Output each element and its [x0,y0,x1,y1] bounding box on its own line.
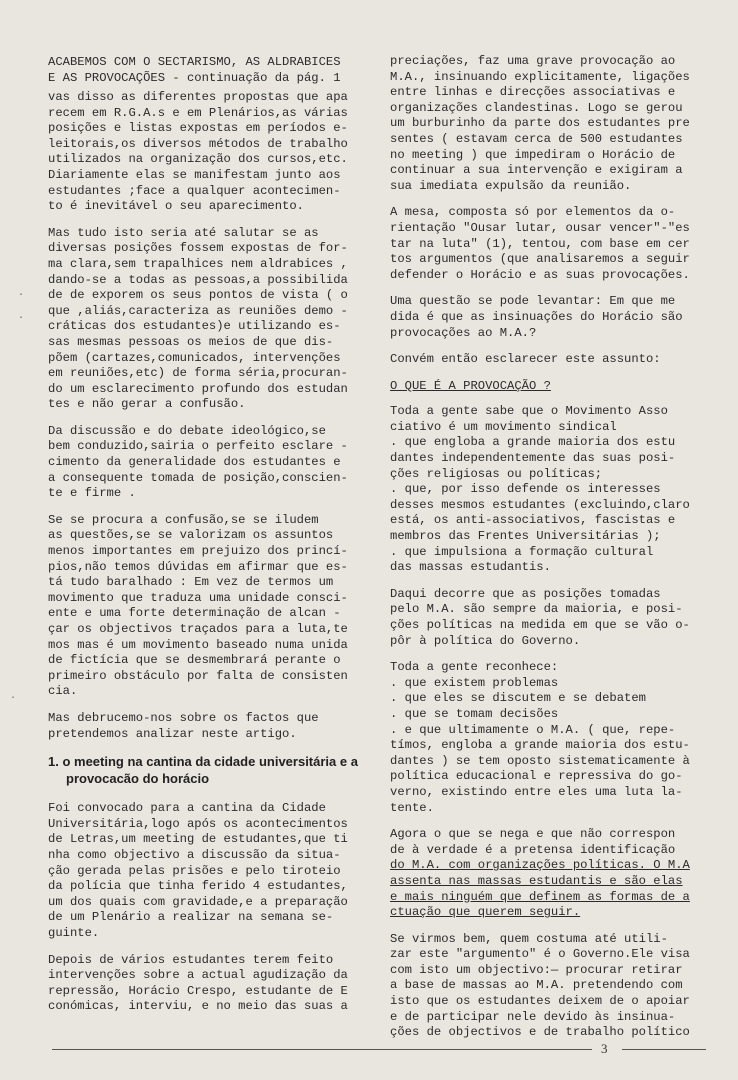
text-line: que ,aliás,caracteriza as reuniões demo - [48,303,348,318]
text-line: cráticas dos estudantes)e utilizando es- [48,319,341,334]
section-heading [48,753,368,787]
left-paragraph-6 [48,801,368,941]
text-line: assenta nas massas estudantis e são elas [390,873,683,888]
text-line: Convém então esclarecer este assunto: [390,352,661,367]
text-line: verno, existindo entre eles uma luta la- [390,784,683,799]
text-line: Se se procura a confusão,se se iludem [48,512,319,527]
left-paragraph-1 [48,90,368,215]
text-line: M.A., insinuando explicitamente, ligações [390,69,690,84]
text-line: guinte. [48,925,100,940]
text-line: dantes independentemente das suas posi- [390,451,676,466]
text-line: mos mas é um movimento baseado numa unida [48,637,348,652]
text-line: desses mesmos estudantes (excluindo,claro [390,497,690,512]
right-paragraph-7 [390,660,706,816]
text-line: Diariamente elas se manifestam junto aos [48,167,341,182]
text-line: sas mesmas pessoas os meios de que dis- [48,334,334,349]
text-line: tos argumentos (que analisaremos a seguir [390,252,690,267]
text-line: Mas tudo isto seria até salutar se as [48,225,319,240]
text-line: . que, por isso defende os interesses [390,482,661,497]
text-line: posições e listas expostas em períodos e- [48,121,348,136]
text-line: dando-se a todas as pessoas,a possibilida [48,272,348,287]
right-paragraph-9 [390,932,706,1041]
text-line: Da discussão e do debate ideológico,se [48,423,326,438]
left-paragraph-3 [48,424,368,502]
text-line: . que impulsiona a formação cultural [390,544,654,559]
text-line: defender o Horácio e as suas provocações. [390,267,690,282]
left-paragraph-7 [48,953,368,1015]
text-line: com isto um objectivo:— procurar retirar [390,962,683,977]
subheading-what-is-provocation: O QUE É A PROVOCAÇÃO ? [390,378,551,393]
text-line: Mas debrucemo-nos sobre os factos que [48,710,319,725]
text-line: te e firme . [48,486,136,501]
text-line: de Letras,um meeting de estudantes,que ti [48,832,348,847]
text-line: conómicas, interviu, e no meio das suas a [48,999,348,1014]
text-line: das massas estudantis. [390,560,551,575]
text-line: tímos, engloba a grande maioria dos estu- [390,738,690,753]
text-line: Foi convocado para a cantina da Cidade [48,801,326,816]
text-line: do M.A. com organizações políticas. O M.A [390,858,690,873]
text-line: Daqui decorre que as posições tomadas [390,586,661,601]
right-paragraph-3 [390,294,706,341]
header-title-line-1: ACABEMOS COM O SECTARISMO, AS ALDRABICES [48,55,341,69]
text-line: sua imediata expulsão da reunião. [390,178,632,193]
margin-speck: · [18,313,25,324]
text-line: leitorais,os diversos métodos de trabalho [48,136,348,151]
text-line: cimento da generalidade dos estudantes e [48,455,341,470]
text-line: membros das Frentes Universitárias ); [390,529,661,544]
margin-speck: · [18,290,25,301]
text-line: vas disso as diferentes propostas que apa [48,90,348,104]
page-number: 3 [601,1041,608,1056]
text-line: . que se tomam decisões [390,706,559,721]
margin-speck: · [10,693,17,704]
text-line: Se virmos bem, quem costuma até utili- [390,931,668,946]
text-line: ções religiosas ou políticas; [390,466,603,481]
text-line: ções de objectivos e de trabalho político [390,1025,690,1040]
text-line: to é inevitável o seu aparecimento. [48,199,304,214]
text-line: utilizados na organização dos cursos,etc. [48,152,348,167]
section-heading-line-2: provocacão do horácio [66,771,210,787]
text-line: da polícia que tinha ferido 4 estudantes, [48,879,348,894]
text-line: as questões,se se valorizam os assuntos [48,528,334,543]
text-line: de fictícia que se desmembrará perante o [48,653,341,668]
article-header [48,54,368,86]
text-line: de à verdade é a pretensa identificação [390,842,676,857]
text-line: em reuniões,etc) de forma séria,procuran- [48,366,348,381]
text-line: entre linhas e direcções associativas e [390,85,676,100]
text-line: de de exporem os seus pontos de vista ( o [48,288,348,303]
text-line: ente e uma forte determinação de alcan - [48,606,341,621]
footer-rule-right [622,1049,706,1050]
right-paragraph-8 [390,827,706,921]
section-heading-line-1: 1. o meeting na cantina da cidade universitária e a [48,754,358,770]
right-paragraph-1 [390,54,706,194]
text-line: pios,não temos dúvidas em afirmar que es- [48,559,348,574]
text-line: provocações ao M.A.? [390,325,537,340]
text-line: . que engloba a grande maioria dos estu [390,435,676,450]
text-line: nha como objectivo a discussão da situa- [48,847,341,862]
text-line: ciativo é um movimento sindical [390,419,617,434]
text-line: . que existem problemas [390,675,559,690]
right-paragraph-2 [390,205,706,283]
text-line: um burburinho da parte dos estudantes pre [390,116,690,131]
text-line: do um esclarecimento profundo dos estudan [48,381,348,396]
text-line: e mais ninguém que definem as formas de a [390,889,690,904]
text-line: de um Plenário a realizar na semana se- [48,910,334,925]
text-line: primeiro obstáculo por falta de consisten [48,668,348,683]
right-column [390,54,706,1052]
text-line: Depois de vários estudantes terem feito [48,952,334,967]
text-line: recem em R.G.A.s e em Plenários,as várias [48,105,348,120]
text-line: pretendemos analizar neste artigo. [48,726,297,741]
left-paragraph-2 [48,226,368,413]
text-line: Universitária,logo após os acontecimentos [48,816,348,831]
text-line: Toda a gente reconhece: [390,660,559,675]
text-line: cia. [48,684,78,699]
text-line: menos importantes em prejuizo dos princí- [48,544,348,559]
text-line: intervenções sobre a actual agudização da [48,968,348,983]
text-line: ção gerada pelas prisões e pelo tiroteio [48,863,341,878]
text-line: tes e não gerar a confusão. [48,397,246,412]
text-line: rientação "Ousar lutar, ousar vencer"-"es [390,220,690,235]
text-line: ctuação que querem seguir. [390,905,581,920]
text-line: zar este "argumento" é o Governo.Ele visa [390,947,690,962]
text-line: movimento que traduza uma unidade consci- [48,590,348,605]
text-line: . e que ultimamente o M.A. ( que, repe- [390,722,676,737]
text-line: tar na luta" (1), tentou, com base em cer [390,236,690,251]
text-line: a consequente tomada de posição,conscien- [48,470,348,485]
text-line: um dos quais com gravidade,e a preparação [48,894,348,909]
text-line: çar os objectivos traçados para a luta,te [48,622,348,636]
text-line: dantes ) se tem oposto sistematicamente à [390,753,690,768]
right-paragraph-6 [390,587,706,649]
text-line: ma clara,sem trapalhices nem aldrabices , [48,256,348,271]
text-line: estudantes ;face a qualquer acontecimen- [48,183,341,198]
text-line: bem conduzido,sairia o perfeito esclare - [48,439,348,454]
left-paragraph-5 [48,711,368,742]
text-line: está, os anti-associativos, fascistas e [390,513,676,528]
text-line: continuar a sua intervenção e exigiram a [390,163,683,178]
text-line: tá tudo baralhado : Em vez de termos um [48,575,334,590]
left-column [48,54,368,1026]
text-line: repressão, Horácio Crespo, estudante de E [48,983,348,998]
text-line: Agora o que se nega e que não correspon [390,827,676,842]
text-line: sentes ( estavam cerca de 500 estudantes [390,131,683,146]
text-line: política educacional e repressiva do go- [390,769,683,784]
text-line: Toda a gente sabe que o Movimento Asso [390,404,668,419]
text-line: Uma questão se pode levantar: Em que me [390,294,676,309]
text-line: pelo M.A. são sempre da maioria, e posi- [390,602,683,617]
text-line: . que eles se discutem e se debatem [390,691,646,706]
text-line: preciações, faz uma grave provocação ao [390,54,676,68]
text-line: põem (cartazes,comunicados, intervenções [48,350,341,365]
text-line: no meeting ) que impediram o Horácio de [390,147,676,162]
text-line: diversas posições fossem expostas de for- [48,241,348,256]
text-line: ções políticas na medida em que se vão o- [390,618,690,632]
text-line: organizações clandestinas. Logo se gerou [390,100,683,115]
text-line: e de participar nele devido às insinua- [390,1009,676,1024]
right-paragraph-4 [390,352,706,368]
text-line: pôr à política do Governo. [390,633,581,648]
text-line: tente. [390,800,434,815]
footer-rule [52,1049,592,1050]
text-line: isto que os estudantes deixem de o apoiar [390,994,690,1009]
left-paragraph-4 [48,513,368,700]
text-line: a base de massas ao M.A. pretendendo com [390,978,683,993]
right-paragraph-5 [390,404,706,576]
text-line: dida é que as insinuações do Horácio são [390,309,683,324]
header-title-line-2: E AS PROVOCAÇÕES - continuação da pág. 1 [48,71,341,85]
text-line: A mesa, composta só por elementos da o- [390,205,676,220]
